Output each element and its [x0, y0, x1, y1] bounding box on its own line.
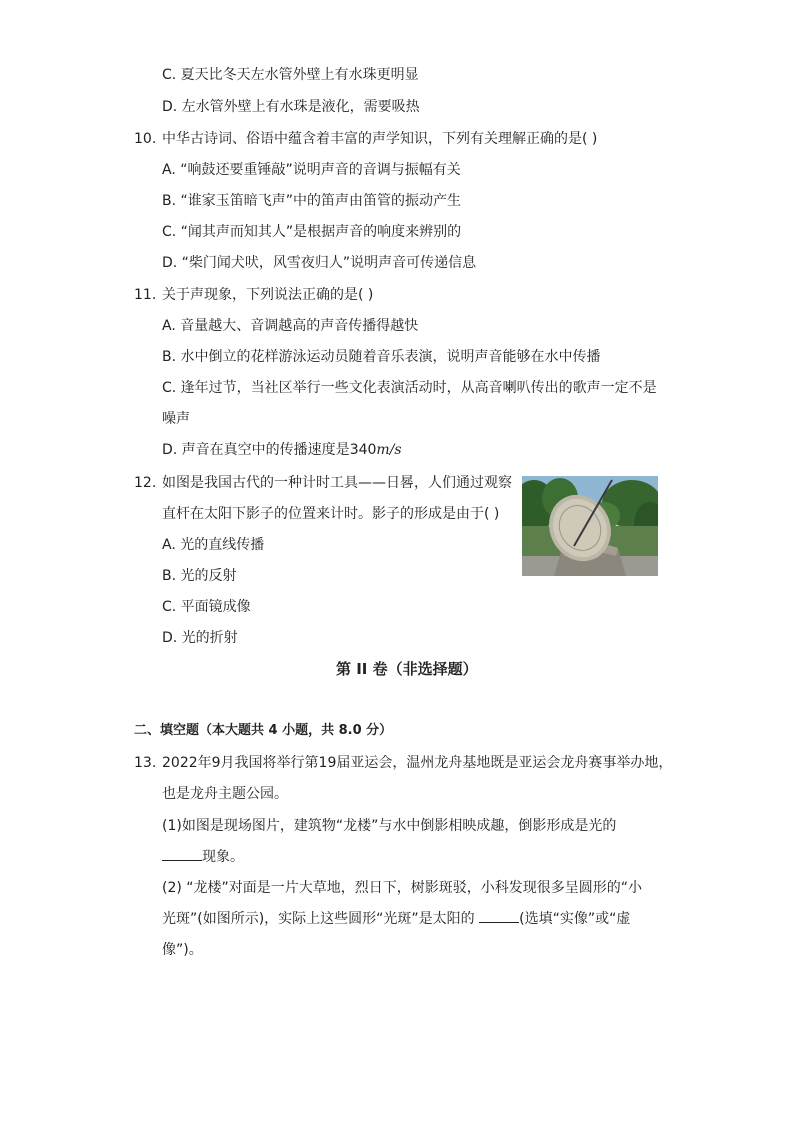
q10-option-c: C. “闻其声而知其人”是根据声音的响度来辨别的	[162, 224, 462, 240]
q12-option-a: A. 光的直线传播	[162, 537, 265, 553]
q13-part1-line1: (1)如图是现场图片，建筑物“龙楼”与水中倒影相映成趣，倒影形成是光的	[162, 818, 617, 834]
q13-part2-line3: 像”)。	[162, 942, 203, 958]
q10-stem: 中华古诗词、俗语中蕴含着丰富的声学知识，下列有关理解正确的是( )	[162, 131, 598, 147]
q11-option-c-line2: 噪声	[162, 411, 190, 427]
q11-option-b: B. 水中倒立的花样游泳运动员随着音乐表演，说明声音能够在水中传播	[162, 349, 601, 365]
q13-part2-suffix: (选填“实像”或“虚	[519, 911, 631, 927]
q12-option-d: D. 光的折射	[162, 630, 238, 646]
q12-stem-line1: 如图是我国古代的一种计时工具——日晷，人们通过观察	[162, 475, 512, 491]
q9-option-d: D. 左水管外壁上有水珠是液化，需要吸热	[162, 99, 420, 115]
q13-number: 13.	[134, 755, 157, 771]
q11-option-c-line1: C. 逢年过节，当社区举行一些文化表演活动时，从高音喇叭传出的歌声一定不是	[162, 380, 657, 396]
q13-part1-suffix: 现象。	[202, 849, 244, 865]
q12-stem-line2: 直杆在太阳下影子的位置来计时。影子的形成是由于( )	[162, 506, 500, 522]
q10-option-b: B. “谁家玉笛暗飞声”中的笛声由笛管的振动产生	[162, 193, 462, 209]
q10-option-a: A. “响鼓还要重锤敲”说明声音的音调与振幅有关	[162, 162, 461, 178]
q13-part2-line1: (2) “龙楼”对面是一片大草地，烈日下，树影斑驳，小科发现很多呈圆形的“小	[162, 880, 643, 896]
q13-part1-line2	[162, 848, 244, 866]
answer-blank-2	[479, 910, 519, 923]
q11-option-d	[162, 441, 402, 459]
q11-number: 11.	[134, 287, 157, 303]
q11-stem: 关于声现象，下列说法正确的是( )	[162, 287, 374, 303]
q11-option-a: A. 音量越大、音调越高的声音传播得越快	[162, 318, 419, 334]
q13-stem-line2: 也是龙舟主题公园。	[162, 786, 288, 802]
q11-option-d-prefix: D. 声音在真空中的传播速度是	[162, 442, 350, 458]
q12-option-c: C. 平面镜成像	[162, 599, 251, 615]
q13-stem-line1: 2022年9月我国将举行第19届亚运会，温州龙舟基地既是亚运会龙舟赛事举办地，	[162, 755, 673, 771]
q9-option-c: C. 夏天比冬天左水管外壁上有水珠更明显	[162, 67, 419, 83]
q10-option-d: D. “柴门闻犬吠，风雪夜归人”说明声音可传递信息	[162, 255, 477, 271]
sundial-photo	[522, 476, 658, 576]
section-heading: 二、填空题（本大题共 4 小题，共 8.0 分）	[134, 723, 393, 738]
q12-option-b: B. 光的反射	[162, 568, 237, 584]
q12-number: 12.	[134, 475, 157, 491]
q13-part2-line2	[162, 910, 630, 928]
q11-option-d-unit: m/s	[376, 442, 402, 458]
q13-part2-prefix: 光斑”(如图所示)，实际上这些圆形“光斑”是太阳的	[162, 911, 480, 927]
section-title: 第 II 卷（非选择题）	[336, 660, 478, 678]
answer-blank-1	[162, 848, 202, 861]
q11-option-d-value: 340	[349, 442, 377, 458]
q10-number: 10.	[134, 131, 157, 147]
